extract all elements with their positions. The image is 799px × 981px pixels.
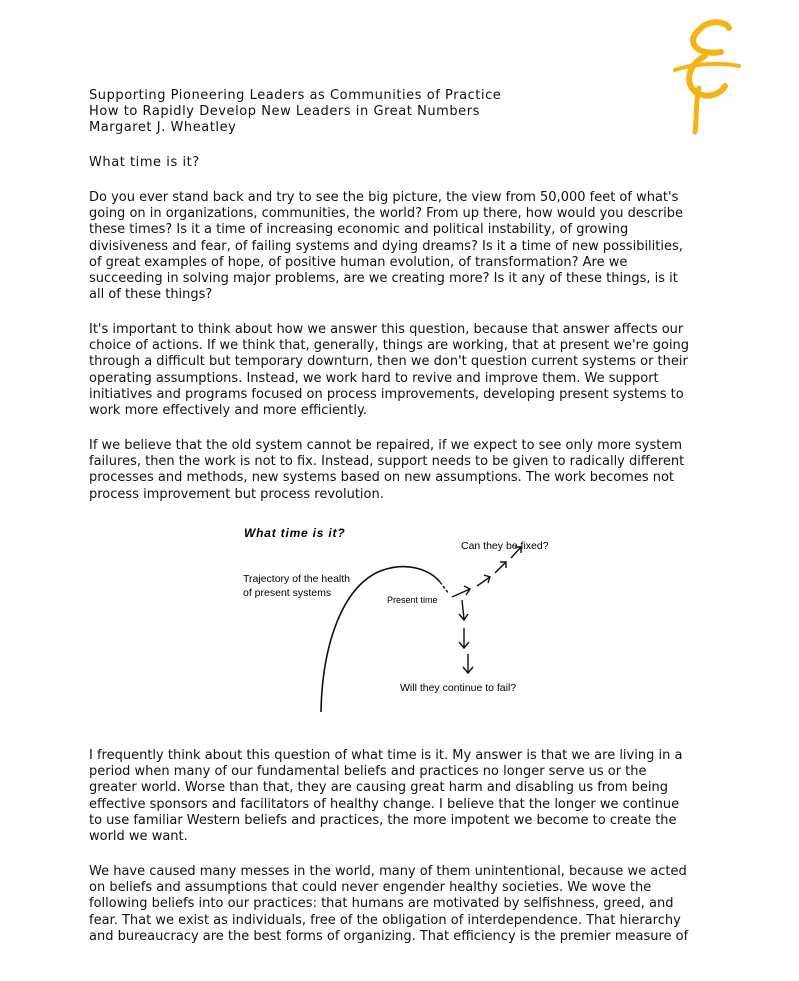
text-line: through a difficult but temporary downturn, then we don't question current systems or their [89, 354, 688, 370]
text-line: and bureaucracy are the best forms of organizing. That efficiency is the premier measure of [89, 928, 689, 944]
diagram-label-fixed: Can they be fixed? [461, 540, 549, 552]
text-line: all of these things? [89, 287, 213, 303]
text-line: these times? Is it a time of increasing economic and political instability, of growing [89, 222, 629, 238]
text-line: divisiveness and fear, of failing systems and dying dreams? Is it a time of new possibilities, [89, 238, 683, 254]
text-line: of great examples of hope, of positive human evolution, of transformation? Are we [89, 254, 628, 270]
diagram-label-fail: Will they continue to fail? [400, 682, 517, 694]
text-line: world we want. [89, 829, 188, 845]
downward-arrows [459, 600, 473, 673]
trajectory-dashed [440, 582, 449, 594]
text-line: I frequently think about this question of what time is it. My answer is that we are living in a [89, 748, 683, 763]
text-line: If we believe that the old system cannot be repaired, if we expect to see only more system [89, 438, 682, 453]
text-line: fear. That we exist as individuals, free of the obligation of interdependence. That hierarchy [89, 912, 681, 928]
text-line: effective sponsors and facilitators of healthy change. I believe that the longer we continue [89, 796, 680, 812]
paragraph-4 [89, 748, 682, 845]
diagram-label-trajectory-2: of present systems [243, 587, 332, 599]
text-line: period when many of our fundamental beliefs and practices no longer serve us or the [89, 764, 647, 780]
upward-arrows [452, 547, 521, 597]
text-line: succeeding in solving major problems, are we creating more? Is it any of these things, is it [89, 271, 678, 287]
document-subtitle: How to Rapidly Develop New Leaders in Great Numbers [89, 104, 480, 119]
text-line: processes and methods, new systems based on new assumptions. The work becomes not [89, 470, 675, 486]
text-line: Do you ever stand back and try to see the big picture, the view from 50,000 feet of what's [89, 190, 679, 205]
paragraph-2 [89, 322, 689, 419]
paragraph-5 [89, 864, 688, 945]
document-title: Supporting Pioneering Leaders as Communities of Practice [89, 88, 502, 103]
text-line: on beliefs and assumptions that could never engender healthy societies. We wove the [89, 880, 652, 896]
text-line: We have caused many messes in the world, many of them unintentional, because we acted [89, 864, 687, 879]
text-line: work more effectively and more efficiently. [89, 403, 367, 419]
paragraph-3 [89, 438, 684, 503]
document-author: Margaret J. Wheatley [89, 120, 237, 135]
text-line: choice of actions. If we think that, generally, things are working, that at present we're going [89, 338, 690, 354]
section-heading: What time is it? [89, 155, 200, 170]
paragraph-1 [89, 190, 683, 303]
document-header [89, 88, 501, 136]
text-line: greater world. Worse than that, they are causing great harm and disabling us from being [89, 780, 669, 796]
diagram-title: What time is it? [244, 526, 346, 540]
text-line: It's important to think about how we answer this question, because that answer affects our [89, 322, 684, 337]
text-line: initiatives and programs focused on process improvements, developing present systems to [89, 386, 684, 402]
text-line: following beliefs into our practices: that humans are motivated by selfishness, greed, and [89, 896, 674, 912]
text-line: process improvement but process revolution. [89, 486, 384, 502]
text-line: failures, then the work is not to fix. Instead, support needs to be given to radically different [89, 454, 685, 470]
diagram-label-present: Present time [387, 595, 438, 605]
e-logo-icon [655, 14, 755, 136]
text-line: to use familiar Western beliefs and practices, the more impotent we become to create the [89, 812, 677, 828]
text-line: operating assumptions. Instead, we work hard to revive and improve them. We support [89, 370, 659, 386]
trajectory-diagram [228, 520, 588, 720]
diagram-label-trajectory-1: Trajectory of the health [243, 573, 350, 585]
text-line: going on in organizations, communities, the world? From up there, how would you describe [89, 206, 683, 222]
